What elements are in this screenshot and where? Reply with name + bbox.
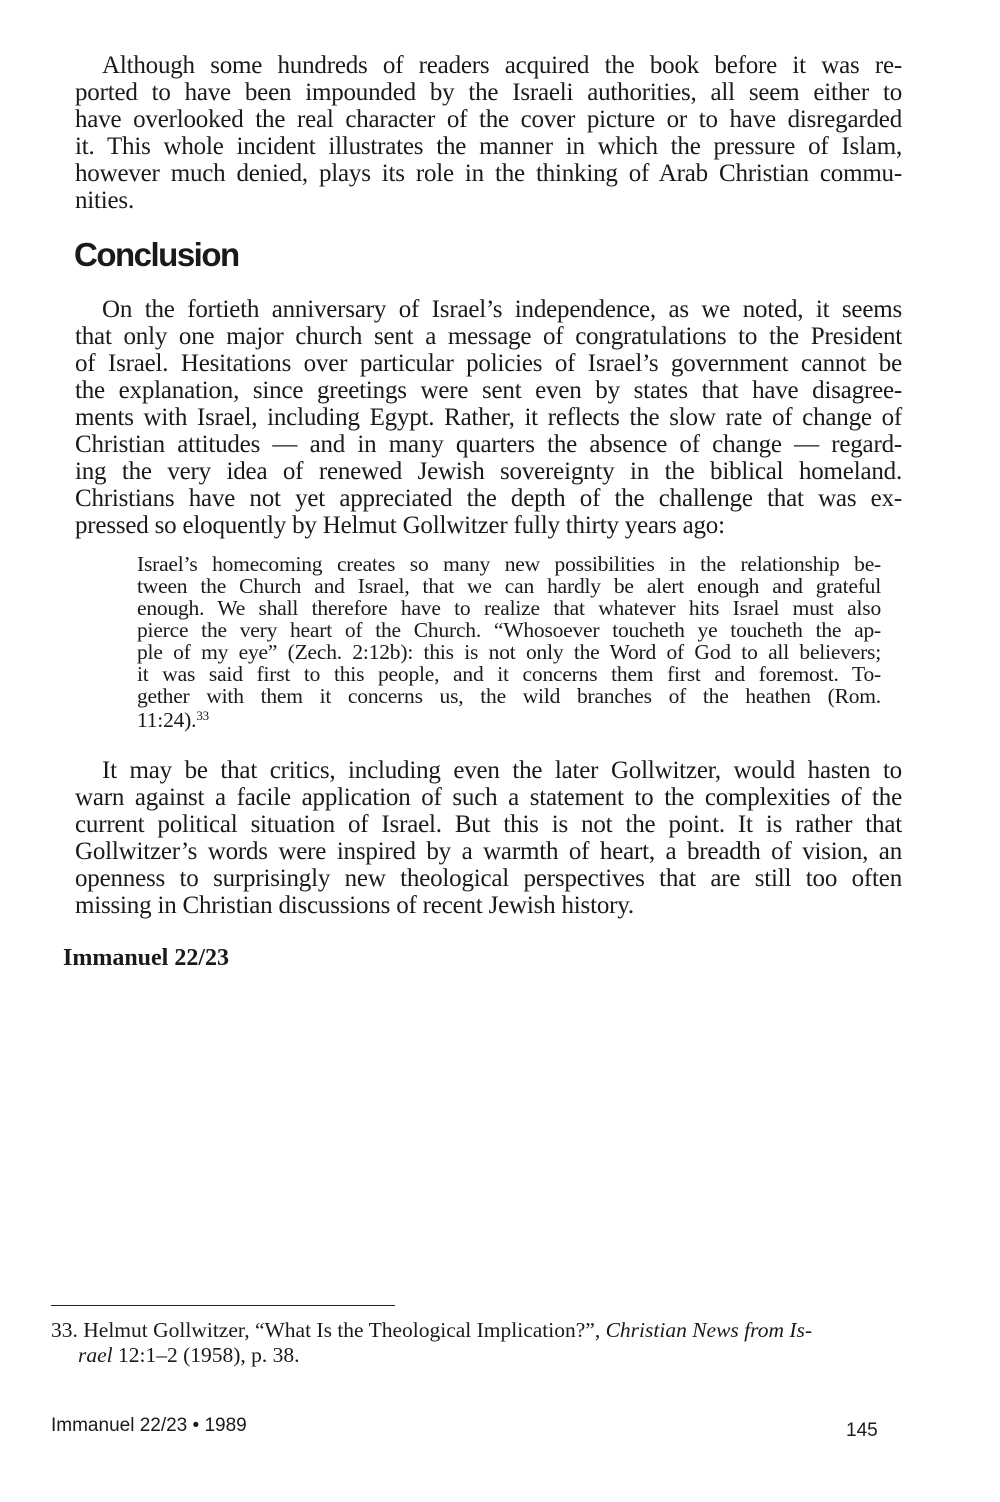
text-line: missing in Christian discussions of recent Jewish history. bbox=[75, 892, 634, 919]
text-line: current political situation of Israel. But this is not the point. It is rather that bbox=[75, 811, 902, 838]
quote-line: gether with them it concerns us, the wild branches of the heathen (Rom. bbox=[137, 684, 881, 708]
quote-line: it was said first to this people, and it concerns them first and foremost. To- bbox=[137, 662, 881, 686]
page-number: 145 bbox=[846, 1420, 878, 1441]
text-line: pressed so eloquently by Helmut Gollwitzer fully thirty years ago: bbox=[75, 512, 725, 539]
quote-line: tween the Church and Israel, that we can hardly be alert enough and grateful bbox=[137, 574, 881, 598]
text-line: that only one major church sent a message of congratulations to the President bbox=[75, 323, 902, 350]
footnote-line bbox=[51, 1318, 812, 1343]
text-line: warn against a facile application of such a statement to the complexities of the bbox=[75, 784, 902, 811]
footnote-journal-title: Christian News from Is- bbox=[605, 1318, 813, 1342]
journal-footer: Immanuel 22/23 • 1989 bbox=[51, 1415, 247, 1436]
text-line: the explanation, since greetings were sent even by states that have disagree- bbox=[75, 377, 902, 404]
footnote-line bbox=[78, 1343, 300, 1368]
footnote-reference[interactable]: 33 bbox=[196, 708, 209, 723]
text-line: It may be that critics, including even the later Gollwitzer, would hasten to bbox=[102, 757, 902, 784]
quote-line: Israel’s homecoming creates so many new possibilities in the relationship be- bbox=[137, 552, 881, 576]
footnote-text: Helmut Gollwitzer, “What Is the Theological Implication?”, bbox=[83, 1318, 601, 1342]
text-line: of Israel. Hesitations over particular policies of Israel’s government cannot be bbox=[75, 350, 902, 377]
section-heading: Conclusion bbox=[74, 236, 239, 273]
text-line: it. This whole incident illustrates the manner in which the pressure of Islam, bbox=[75, 133, 902, 160]
text-line: have overlooked the real character of the cover picture or to have disregarded bbox=[75, 106, 902, 133]
text-line: Gollwitzer’s words were inspired by a warmth of heart, a breadth of vision, an bbox=[75, 838, 902, 865]
text-line: Christian attitudes — and in many quarters the absence of change — regard- bbox=[75, 431, 902, 458]
footnote-journal-title-cont: rael bbox=[78, 1343, 113, 1367]
footnote-number: 33. bbox=[51, 1318, 78, 1342]
text-line: Although some hundreds of readers acquired the book before it was re- bbox=[102, 52, 902, 79]
footnote-citation: 12:1–2 (1958), p. 38. bbox=[118, 1343, 300, 1367]
author-signature: Immanuel 22/23 bbox=[63, 945, 230, 971]
quote-line: enough. We shall therefore have to realize that whatever hits Israel must also bbox=[137, 596, 881, 620]
footnote-divider bbox=[51, 1305, 395, 1306]
quote-line: pierce the very heart of the Church. “Whosoever toucheth ye toucheth the ap- bbox=[137, 618, 881, 642]
text-line: however much denied, plays its role in the thinking of Arab Christian commu- bbox=[75, 160, 902, 187]
text-line: ported to have been impounded by the Israeli authorities, all seem either to bbox=[75, 79, 902, 106]
quote-text: 11:24). bbox=[137, 708, 197, 732]
text-line: ing the very idea of renewed Jewish sovereignty in the biblical homeland. bbox=[75, 458, 902, 485]
quote-line-last bbox=[137, 708, 881, 733]
text-line: nities. bbox=[75, 187, 135, 214]
text-line: ments with Israel, including Egypt. Rather, it reflects the slow rate of change of bbox=[75, 404, 902, 431]
text-line: openness to surprisingly new theological perspectives that are still too often bbox=[75, 865, 902, 892]
text-line: On the fortieth anniversary of Israel’s independence, as we noted, it seems bbox=[102, 296, 902, 323]
quote-line: ple of my eye” (Zech. 2:12b): this is not only the Word of God to all believers; bbox=[137, 640, 881, 664]
text-line: Christians have not yet appreciated the depth of the challenge that was ex- bbox=[75, 485, 902, 512]
